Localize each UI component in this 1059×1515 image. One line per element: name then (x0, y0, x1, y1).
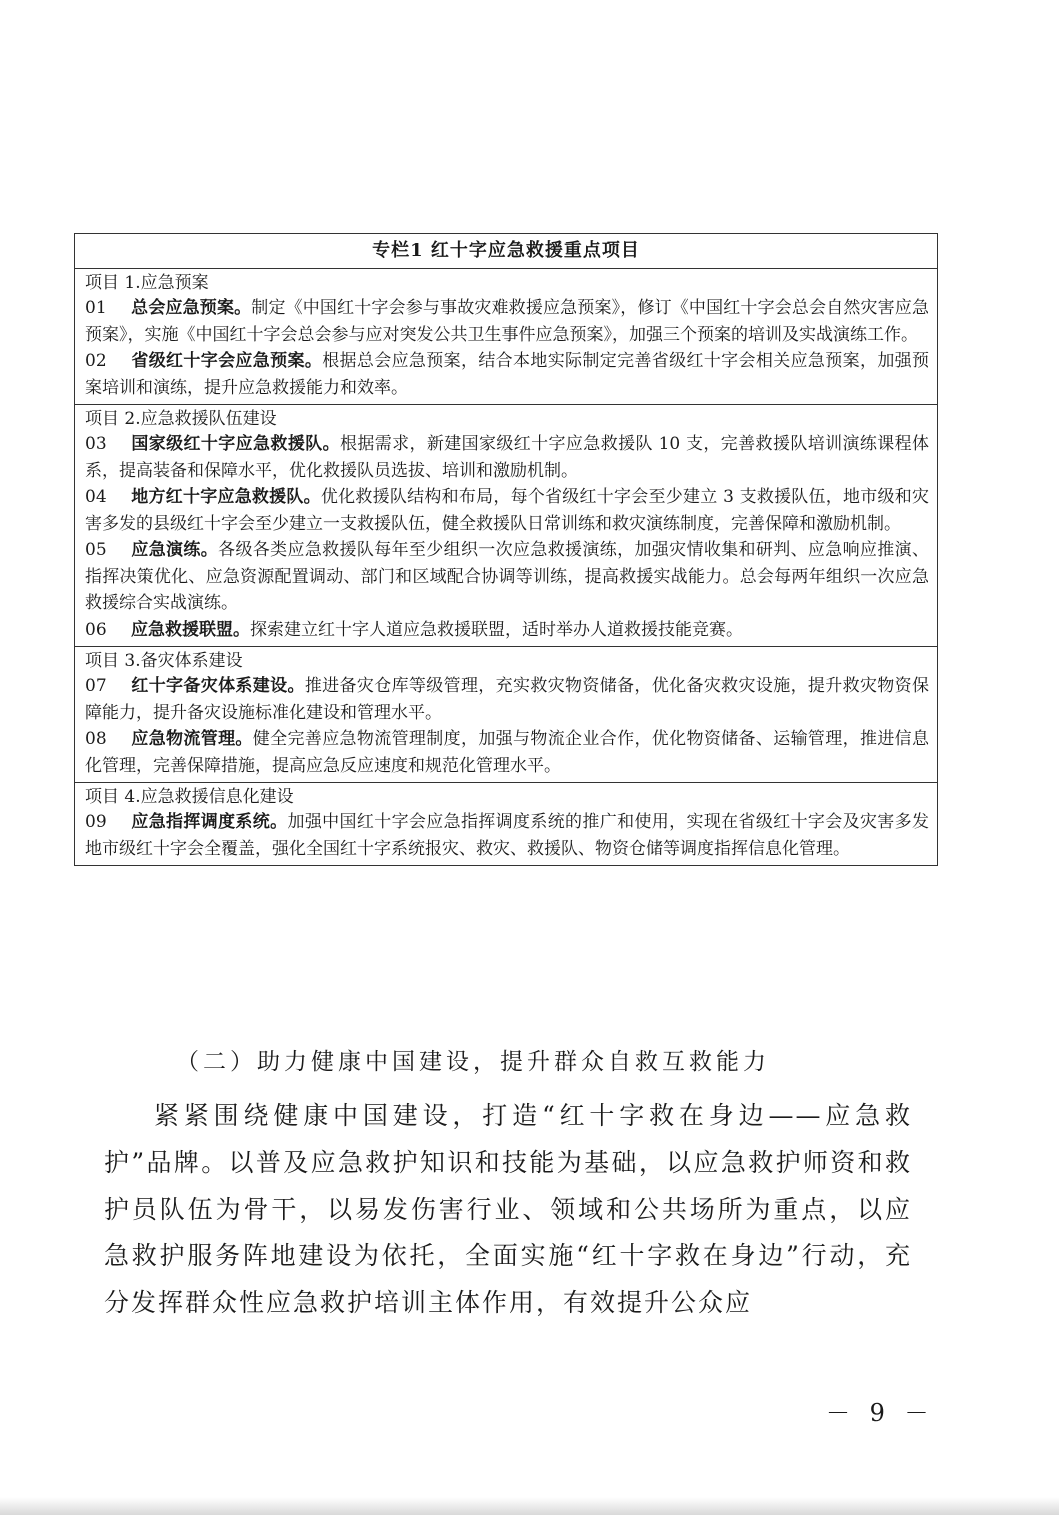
item-name: 应急演练。 (131, 540, 219, 560)
item-text: 健全完善应急物流管理制度，加强与物流企业合作，优化物资储备、运输管理，推进信息化管理，完善保障措施，提高应急反应速度和规范化管理水平。 (85, 729, 930, 776)
project-section (75, 783, 937, 865)
item-number: 03 (85, 434, 107, 454)
item-text: 各级各类应急救援队每年至少组织一次应急救援演练，加强灾情收集和研判、应急响应推演、指挥决策优化、应急资源配置调动、部门和区域配合协调等训练，提高救援实战能力。总会每两年组织一次应急救援综合实战演练。 (85, 540, 930, 613)
body-paragraph: 紧紧围绕健康中国建设，打造“红十字救在身边——应急救护”品牌。以普及应急救护知识和技能为基础，以应急救护师资和救护员队伍为骨干，以易发伤害行业、领域和公共场所为重点，以应急救护服务阵地建设为依托，全面实施“红十字救在身边”行动，充分发挥群众性应急救护培训主体作用，有效提升公众应 (104, 1101, 912, 1318)
item-text: 优化救援队结构和布局，每个省级红十字会至少建立 3 支救援队伍，地市级和灾害多发的县级红十字会至少建立一支救援队伍，健全救援队日常训练和救灾演练制度，完善保障和激励机制。 (85, 487, 929, 534)
item-text: 推进备灾仓库等级管理，充实救灾物资储备，优化备灾救灾设施，提升救灾物资保障能力，提升备灾设施标准化建设和管理水平。 (85, 676, 930, 723)
item-number: 07 (85, 676, 107, 696)
project-item (85, 726, 929, 779)
item-number: 05 (85, 540, 107, 560)
section-heading: 项目 1.应急预案 (85, 273, 209, 293)
item-name: 应急物流管理。 (131, 729, 253, 749)
item-name: 应急指挥调度系统。 (131, 812, 288, 832)
section-heading: 项目 4.应急救援信息化建设 (85, 787, 294, 807)
page-number: － 9 － (826, 1399, 935, 1427)
item-name: 应急救援联盟。 (131, 619, 250, 640)
project-section (75, 405, 937, 647)
item-text: 根据总会应急预案，结合本地实际制定完善省级红十字会相关应急预案，加强预案培训和演练，提升应急救援能力和效率。 (85, 351, 930, 398)
item-number: 04 (85, 487, 107, 507)
project-item (85, 431, 929, 484)
item-number: 09 (85, 812, 107, 832)
feature-box (74, 233, 938, 866)
project-section (75, 647, 937, 783)
item-text: 加强中国红十字会应急指挥调度系统的推广和使用，实现在省级红十字会及灾害多发地市级红十字会全覆盖，强化全国红十字系统报灾、救灾、救援队、物资仓储等调度指挥信息化管理。 (85, 812, 930, 859)
item-name: 国家级红十字应急救援队。 (131, 434, 340, 454)
item-name: 地方红十字应急救援队。 (131, 487, 321, 507)
project-item (85, 295, 929, 348)
project-item (85, 484, 929, 537)
item-text: 探索建立红十字人道应急救援联盟，适时举办人道救援技能竞赛。 (250, 619, 743, 640)
section-heading: 项目 2.应急救援队伍建设 (85, 409, 277, 429)
item-number: 01 (85, 298, 107, 318)
box-title: 专栏1 红十字应急救援重点项目 (75, 234, 937, 269)
project-item (85, 673, 929, 726)
item-name: 红十字备灾体系建设。 (131, 676, 305, 696)
item-number: 02 (85, 351, 107, 371)
section-title: （二）助力健康中国建设，提升群众自救互救能力 (176, 1049, 770, 1075)
item-number: 06 (85, 619, 107, 640)
project-item (85, 348, 929, 401)
item-text: 根据需求，新建国家级红十字应急救援队 10 支，完善救援队培训演练课程体系，提高装备和保障水平，优化救援队员选拔、培训和激励机制。 (85, 434, 929, 481)
item-text: 制定《中国红十字会参与事故灾难救援应急预案》，修订《中国红十字会总会自然灾害应急预案》，实施《中国红十字会总会参与应对突发公共卫生事件应急预案》，加强三个预案的培训及实战演练工作。 (85, 298, 930, 345)
project-item (85, 617, 929, 644)
item-name: 总会应急预案。 (131, 298, 252, 318)
item-number: 08 (85, 729, 107, 749)
item-name: 省级红十字会应急预案。 (131, 351, 323, 371)
project-item (85, 809, 929, 862)
section-heading: 项目 3.备灾体系建设 (85, 651, 243, 671)
scan-edge-shadow (0, 1497, 1059, 1515)
project-section (75, 269, 937, 405)
project-item (85, 537, 929, 617)
